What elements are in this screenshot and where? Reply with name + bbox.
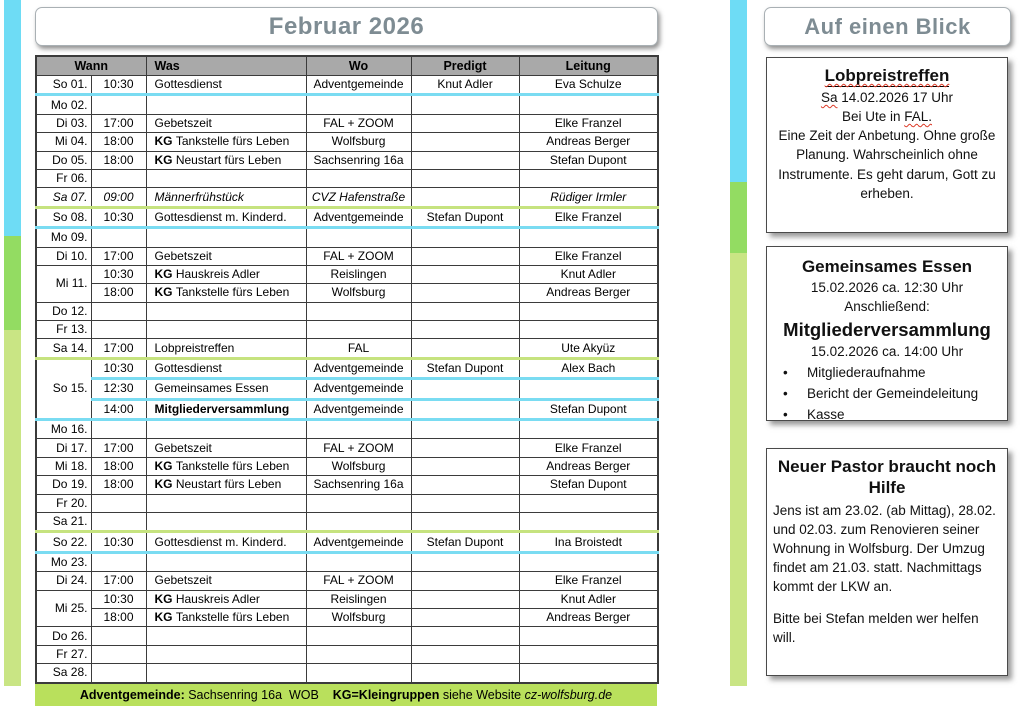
event-cell — [146, 95, 306, 114]
preacher-cell — [411, 494, 519, 512]
leader-cell: Andreas Berger — [519, 457, 658, 475]
event-cell: KG Tankstelle fürs Leben — [146, 457, 306, 475]
middle-accent-strip — [730, 0, 747, 686]
event-cell — [146, 228, 306, 247]
bullet-item: • Kasse — [773, 405, 1001, 426]
leader-cell — [519, 627, 658, 645]
preacher-cell — [411, 552, 519, 571]
time-cell — [91, 228, 146, 247]
middle-accent-light-green-segment — [730, 253, 747, 686]
col-header-wo: Wo — [306, 56, 411, 76]
time-cell: 18:00 — [91, 151, 146, 169]
lobpreistreffen-body: Eine Zeit der Anbetung. Ohne große Planung. Wahrscheinlich ohne Instrumente. Es geht darum, Gott zu erheben. — [778, 128, 996, 201]
preacher-cell — [411, 247, 519, 265]
calendar-row — [36, 114, 658, 132]
preacher-cell — [411, 572, 519, 590]
calendar-row — [36, 399, 658, 419]
location-cell: Wolfsburg — [306, 133, 411, 151]
day-cell: Mo 02. — [36, 95, 91, 114]
location-cell — [306, 420, 411, 439]
time-cell: 18:00 — [91, 133, 146, 151]
leader-cell: Elke Franzel — [519, 247, 658, 265]
day-cell: Sa 14. — [36, 339, 91, 358]
calendar-row — [36, 265, 658, 283]
event-cell: KG Tankstelle fürs Leben — [146, 133, 306, 151]
calendar-row — [36, 151, 658, 169]
day-cell: Mo 09. — [36, 228, 91, 247]
leader-cell — [519, 645, 658, 663]
event-cell — [146, 664, 306, 683]
footer-kg-label: KG=Kleingruppen — [332, 687, 440, 702]
left-accent-light-green-segment — [4, 330, 21, 686]
col-header-predigt: Predigt — [411, 56, 519, 76]
leader-cell: Elke Franzel — [519, 572, 658, 590]
preacher-cell: Stefan Dupont — [411, 358, 519, 378]
location-cell: Wolfsburg — [306, 457, 411, 475]
calendar-row — [36, 627, 658, 645]
location-cell: Wolfsburg — [306, 284, 411, 302]
preacher-cell — [411, 114, 519, 132]
time-cell — [91, 169, 146, 187]
time-cell: 10:30 — [91, 76, 146, 95]
day-cell: Di 03. — [36, 114, 91, 132]
lobpreistreffen-date: Sa 14.02.2026 17 Uhr — [820, 90, 954, 105]
day-cell: Mi 04. — [36, 133, 91, 151]
calendar-table — [35, 55, 659, 684]
leader-cell: Stefan Dupont — [519, 476, 658, 494]
preacher-cell — [411, 265, 519, 283]
event-cell: Gebetszeit — [146, 439, 306, 457]
calendar-row — [36, 169, 658, 187]
leader-cell — [519, 512, 658, 531]
preacher-cell — [411, 399, 519, 419]
time-cell: 09:00 — [91, 188, 146, 207]
footer-website-url: cz-wolfsburg.de — [524, 687, 613, 702]
essen-date: 15.02.2026 ca. 12:30 Uhr — [810, 280, 964, 296]
time-cell — [91, 95, 146, 114]
day-cell: Fr 27. — [36, 645, 91, 663]
time-cell — [91, 321, 146, 339]
location-cell: CVZ Hafenstraße — [306, 188, 411, 207]
time-cell — [91, 494, 146, 512]
day-cell: Mo 23. — [36, 552, 91, 571]
leader-cell: Knut Adler — [519, 265, 658, 283]
calendar-rows — [36, 76, 658, 683]
leader-cell — [519, 321, 658, 339]
event-cell: Gottesdienst m. Kinderd. — [146, 207, 306, 227]
calendar-row — [36, 207, 658, 227]
location-cell — [306, 664, 411, 683]
day-cell: Sa 21. — [36, 512, 91, 531]
preacher-cell — [411, 476, 519, 494]
location-cell: Sachsenring 16a — [306, 476, 411, 494]
preacher-cell — [411, 151, 519, 169]
location-cell — [306, 321, 411, 339]
calendar-row — [36, 572, 658, 590]
calendar-row — [36, 339, 658, 358]
leader-cell: Rüdiger Irmler — [519, 188, 658, 207]
glance-title: Auf einen Blick — [804, 13, 971, 39]
event-cell: Gemeinsames Essen — [146, 379, 306, 399]
leader-cell — [519, 552, 658, 571]
calendar-row — [36, 76, 658, 95]
event-cell: Gebetszeit — [146, 572, 306, 590]
location-cell: FAL + ZOOM — [306, 572, 411, 590]
location-cell: Reislingen — [306, 590, 411, 608]
leader-cell — [519, 228, 658, 247]
day-cell: Fr 20. — [36, 494, 91, 512]
month-title-box — [35, 7, 658, 46]
calendar-row — [36, 494, 658, 512]
leader-cell — [519, 664, 658, 683]
time-cell: 18:00 — [91, 284, 146, 302]
calendar-row — [36, 358, 658, 378]
time-cell — [91, 512, 146, 531]
day-cell: Mi 25. — [36, 590, 91, 627]
event-cell — [146, 420, 306, 439]
location-cell: Adventgemeinde — [306, 379, 411, 399]
time-cell: 18:00 — [91, 608, 146, 626]
leader-cell — [519, 169, 658, 187]
day-cell: Mo 16. — [36, 420, 91, 439]
day-cell: Do 19. — [36, 476, 91, 494]
leader-cell: Eva Schulze — [519, 76, 658, 95]
middle-accent-cyan-segment — [730, 0, 747, 182]
event-cell: Lobpreistreffen — [146, 339, 306, 358]
bullet-item: • Bericht der Gemeindeleitung — [773, 384, 1001, 405]
calendar-footer — [35, 684, 657, 706]
event-cell — [146, 302, 306, 320]
event-cell — [146, 512, 306, 531]
col-header-wann: Wann — [36, 56, 146, 76]
preacher-cell — [411, 133, 519, 151]
event-cell: KG Neustart fürs Leben — [146, 151, 306, 169]
day-cell: Fr 06. — [36, 169, 91, 187]
time-cell: 12:30 — [91, 379, 146, 399]
leader-cell: Elke Franzel — [519, 207, 658, 227]
preacher-cell — [411, 379, 519, 399]
event-cell — [146, 627, 306, 645]
day-cell: So 15. — [36, 358, 91, 419]
anschliessend-label: Anschließend: — [844, 299, 930, 315]
glance-title-box — [764, 7, 1011, 46]
lobpreistreffen-place: Bei Ute in FAL. — [841, 109, 933, 125]
essen-title: Gemeinsames Essen — [801, 257, 973, 276]
leader-cell: Alex Bach — [519, 358, 658, 378]
location-cell — [306, 552, 411, 571]
location-cell: Wolfsburg — [306, 608, 411, 626]
location-cell: Adventgemeinde — [306, 399, 411, 419]
location-cell — [306, 627, 411, 645]
event-cell: KG Neustart fürs Leben — [146, 476, 306, 494]
leader-cell: Andreas Berger — [519, 133, 658, 151]
calendar-row — [36, 476, 658, 494]
leader-cell: Stefan Dupont — [519, 151, 658, 169]
footer-adventgemeinde-label: Adventgemeinde: — [79, 687, 185, 702]
day-cell: Mi 11. — [36, 265, 91, 302]
col-header-leitung: Leitung — [519, 56, 658, 76]
calendar-row — [36, 645, 658, 663]
location-cell: Reislingen — [306, 265, 411, 283]
time-cell — [91, 552, 146, 571]
calendar-row — [36, 302, 658, 320]
time-cell — [91, 302, 146, 320]
leader-cell: Andreas Berger — [519, 608, 658, 626]
event-cell: Gottesdienst — [146, 358, 306, 378]
time-cell: 17:00 — [91, 114, 146, 132]
time-cell: 17:00 — [91, 339, 146, 358]
calendar-row — [36, 420, 658, 439]
preacher-cell: Stefan Dupont — [411, 532, 519, 552]
versammlung-date: 15.02.2026 ca. 14:00 Uhr — [810, 343, 964, 359]
day-cell: Di 17. — [36, 439, 91, 457]
time-cell — [91, 645, 146, 663]
event-cell: Männerfrühstück — [146, 188, 306, 207]
footer-website-text: siehe Website — [439, 687, 525, 702]
location-cell: Adventgemeinde — [306, 532, 411, 552]
time-cell: 10:30 — [91, 265, 146, 283]
day-cell: Di 10. — [36, 247, 91, 265]
col-header-was: Was — [146, 56, 306, 76]
time-cell: 18:00 — [91, 476, 146, 494]
glance-box-lobpreistreffen — [766, 57, 1008, 233]
event-cell — [146, 494, 306, 512]
event-cell: KG Hauskreis Adler — [146, 590, 306, 608]
pastor-body: Jens ist am 23.02. (ab Mittag), 28.02. und 02.03. zum Renovieren seiner Wohnung in Wolfsburg. Der Umzug findet am 21.03. statt. Nachmittags kommt der LKW an. — [773, 502, 996, 595]
bullet-list — [773, 363, 1001, 426]
day-cell: Mi 18. — [36, 457, 91, 475]
location-cell: Adventgemeinde — [306, 358, 411, 378]
location-cell — [306, 169, 411, 187]
middle-accent-green-segment — [730, 182, 747, 253]
calendar-row — [36, 512, 658, 531]
location-cell — [306, 228, 411, 247]
preacher-cell — [411, 228, 519, 247]
day-cell: Do 26. — [36, 627, 91, 645]
event-cell: KG Hauskreis Adler — [146, 265, 306, 283]
footer-address: Sachsenring 16a WOB — [184, 687, 333, 702]
preacher-cell — [411, 627, 519, 645]
time-cell: 10:30 — [91, 358, 146, 378]
time-cell: 17:00 — [91, 439, 146, 457]
preacher-cell — [411, 321, 519, 339]
location-cell: FAL — [306, 339, 411, 358]
time-cell: 10:30 — [91, 532, 146, 552]
day-cell: So 08. — [36, 207, 91, 227]
time-cell — [91, 627, 146, 645]
preacher-cell — [411, 590, 519, 608]
location-cell — [306, 512, 411, 531]
preacher-cell: Stefan Dupont — [411, 207, 519, 227]
preacher-cell — [411, 95, 519, 114]
preacher-cell — [411, 339, 519, 358]
leader-cell — [519, 379, 658, 399]
location-cell: FAL + ZOOM — [306, 247, 411, 265]
calendar-row — [36, 590, 658, 608]
glance-box-pastor-hilfe — [766, 448, 1008, 676]
preacher-cell: Knut Adler — [411, 76, 519, 95]
location-cell: Adventgemeinde — [306, 207, 411, 227]
location-cell — [306, 95, 411, 114]
pastor-title: Neuer Pastor braucht noch Hilfe — [777, 457, 997, 498]
day-cell: So 22. — [36, 532, 91, 552]
preacher-cell — [411, 512, 519, 531]
left-accent-green-segment — [4, 236, 21, 330]
location-cell: Sachsenring 16a — [306, 151, 411, 169]
pastor-call-to-action: Bitte bei Stefan melden wer helfen will. — [773, 611, 979, 646]
calendar-row — [36, 247, 658, 265]
location-cell — [306, 645, 411, 663]
calendar-row — [36, 228, 658, 247]
day-cell: Fr 13. — [36, 321, 91, 339]
calendar-row — [36, 321, 658, 339]
event-cell — [146, 552, 306, 571]
day-cell: So 01. — [36, 76, 91, 95]
preacher-cell — [411, 420, 519, 439]
location-cell — [306, 302, 411, 320]
preacher-cell — [411, 302, 519, 320]
time-cell — [91, 420, 146, 439]
calendar-row — [36, 552, 658, 571]
event-cell: KG Tankstelle fürs Leben — [146, 284, 306, 302]
calendar-row — [36, 379, 658, 399]
time-cell: 10:30 — [91, 590, 146, 608]
location-cell: FAL + ZOOM — [306, 439, 411, 457]
event-cell — [146, 169, 306, 187]
calendar-row — [36, 439, 658, 457]
day-cell: Do 05. — [36, 151, 91, 169]
leader-cell: Elke Franzel — [519, 439, 658, 457]
leader-cell: Ute Akyüz — [519, 339, 658, 358]
leader-cell — [519, 95, 658, 114]
left-accent-strip — [4, 0, 21, 686]
location-cell — [306, 494, 411, 512]
time-cell: 10:30 — [91, 207, 146, 227]
month-title: Februar 2026 — [268, 12, 425, 40]
calendar-row — [36, 608, 658, 626]
preacher-cell — [411, 664, 519, 683]
time-cell: 17:00 — [91, 572, 146, 590]
calendar-row — [36, 133, 658, 151]
preacher-cell — [411, 439, 519, 457]
time-cell: 17:00 — [91, 247, 146, 265]
calendar-row — [36, 664, 658, 683]
event-cell: KG Tankstelle fürs Leben — [146, 608, 306, 626]
leader-cell: Stefan Dupont — [519, 399, 658, 419]
leader-cell — [519, 494, 658, 512]
preacher-cell — [411, 608, 519, 626]
event-cell — [146, 321, 306, 339]
location-cell: Adventgemeinde — [306, 76, 411, 95]
leader-cell: Elke Franzel — [519, 114, 658, 132]
preacher-cell — [411, 457, 519, 475]
location-cell: FAL + ZOOM — [306, 114, 411, 132]
preacher-cell — [411, 645, 519, 663]
versammlung-title: Mitgliederversammlung — [783, 318, 991, 340]
day-cell: Sa 07. — [36, 188, 91, 207]
event-cell: Gebetszeit — [146, 247, 306, 265]
day-cell: Do 12. — [36, 302, 91, 320]
preacher-cell — [411, 188, 519, 207]
preacher-cell — [411, 169, 519, 187]
event-cell: Gebetszeit — [146, 114, 306, 132]
leader-cell — [519, 302, 658, 320]
time-cell — [91, 664, 146, 683]
lobpreistreffen-title: Lobpreistreffen — [824, 66, 950, 85]
time-cell: 18:00 — [91, 457, 146, 475]
time-cell: 14:00 — [91, 399, 146, 419]
glance-box-essen-versammlung — [766, 246, 1008, 421]
event-cell: Gottesdienst — [146, 76, 306, 95]
event-cell — [146, 645, 306, 663]
preacher-cell — [411, 284, 519, 302]
bullet-item: • Mitgliederaufnahme — [773, 363, 1001, 384]
calendar-row — [36, 532, 658, 552]
left-accent-cyan-segment — [4, 0, 21, 236]
leader-cell — [519, 420, 658, 439]
leader-cell: Ina Broistedt — [519, 532, 658, 552]
day-cell: Di 24. — [36, 572, 91, 590]
calendar-row — [36, 457, 658, 475]
leader-cell: Knut Adler — [519, 590, 658, 608]
calendar-row — [36, 284, 658, 302]
calendar-row — [36, 188, 658, 207]
leader-cell: Andreas Berger — [519, 284, 658, 302]
event-cell: Mitgliederversammlung — [146, 399, 306, 419]
day-cell: Sa 28. — [36, 664, 91, 683]
calendar-header-row — [36, 56, 658, 76]
event-cell: Gottesdienst m. Kinderd. — [146, 532, 306, 552]
calendar-row — [36, 95, 658, 114]
calendar — [35, 55, 657, 706]
